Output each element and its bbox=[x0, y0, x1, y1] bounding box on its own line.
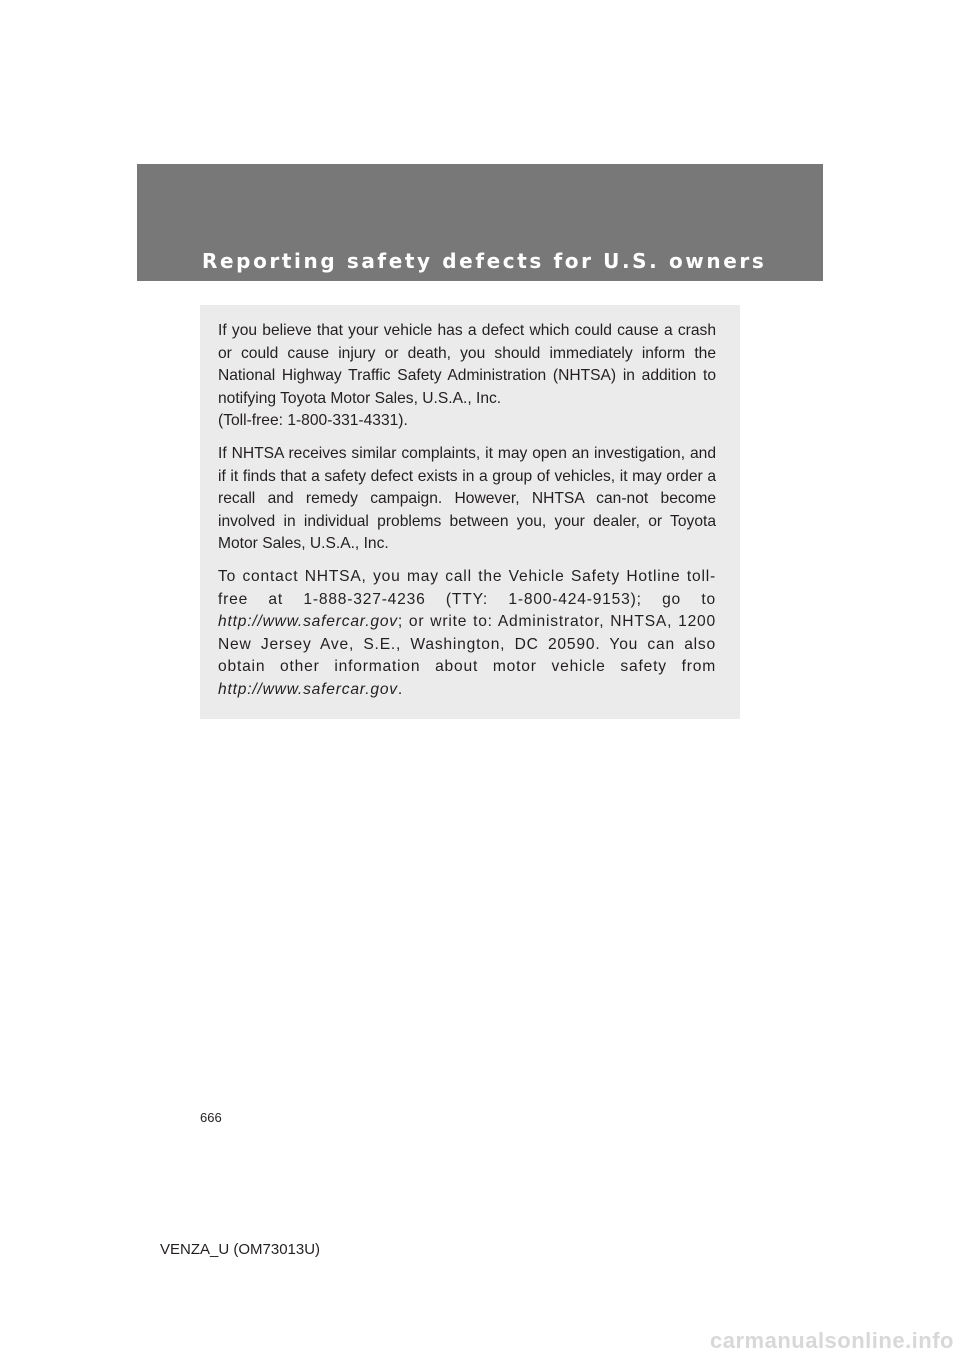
toll-free-number: (Toll-free: 1-800-331-4331). bbox=[218, 412, 408, 430]
section-title: Reporting safety defects for U.S. owners bbox=[202, 249, 767, 273]
section-header-band bbox=[137, 164, 823, 281]
paragraph-nhtsa-investigation bbox=[218, 443, 716, 556]
safercar-link-2[interactable]: http://www.safercar.gov bbox=[218, 680, 398, 698]
page-number: 666 bbox=[200, 1110, 222, 1125]
paragraph-contact-text-c: . bbox=[397, 680, 404, 698]
paragraph-nhtsa-investigation-text: If NHTSA receives similar complaints, it may open an investigation, and if it finds that a safety defect exists in a group of vehicles, it may order a recall and remedy campaign. However, NHTSA can-not become involved in individual problems between you, your dealer, or Toyota Motor Sales, U.S.A., Inc. bbox=[218, 444, 716, 553]
paragraph-report-defect-text: If you believe that your vehicle has a defect which could cause a crash or could cause injury or death, you should immediately inform the National Highway Traffic Safety Administration (NHTSA) in addition to notifying Toyota Motor Sales, U.S.A., Inc. bbox=[218, 322, 716, 407]
paragraph-contact-text-b: ; or write to: Administrator, NHTSA, 1200 New Jersey Ave, S.E., Washington, DC 20590. You can also obtain other information about motor vehicle safety from bbox=[218, 613, 716, 676]
paragraph-contact-nhtsa bbox=[218, 566, 716, 702]
document-code: VENZA_U (OM73013U) bbox=[160, 1241, 321, 1258]
paragraph-report-defect bbox=[218, 320, 716, 433]
site-watermark: carmanualsonline.info bbox=[710, 1328, 954, 1353]
safety-defect-info-box bbox=[200, 305, 740, 719]
paragraph-contact-text-a: To contact NHTSA, you may call the Vehicle Safety Hotline toll-free at 1-888-327-4236 (TTY: 1-800-424-9153); go to bbox=[218, 567, 716, 608]
safercar-link-1[interactable]: http://www.safercar.gov bbox=[218, 613, 398, 631]
